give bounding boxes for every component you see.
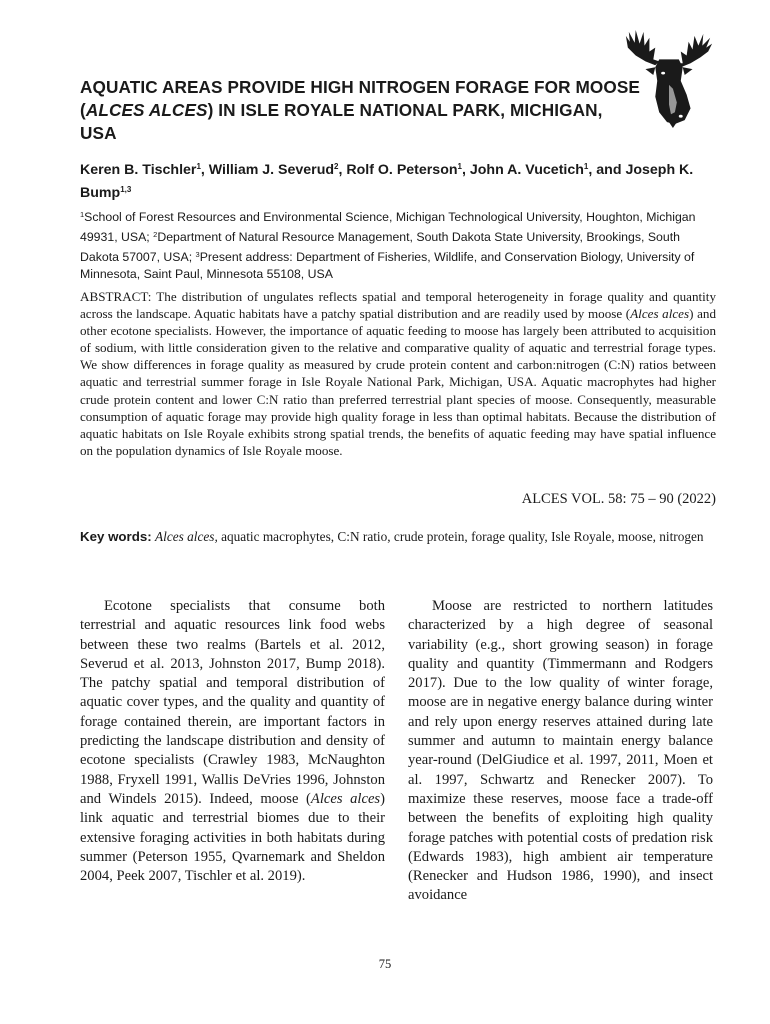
author-list: Keren B. Tischler$^1$, William J. Severud$^2$, Rolf O. Peterson$^1$, John A. Vucetich$^1$, and Joseph K. Bump$^{1,3}$: [80, 162, 694, 201]
author-affil-mark: 1: [196, 162, 201, 171]
author-name: Rolf O. Peterson: [346, 162, 458, 178]
author-affil-mark: 2: [334, 162, 339, 171]
author-name: John A. Vucetich: [469, 162, 584, 178]
author-name: Keren B. Tischler: [80, 162, 197, 178]
author-affil-mark: 1: [583, 162, 589, 171]
abstract-label: ABSTRACT:: [80, 289, 152, 304]
page-number: 75: [378, 957, 392, 971]
affiliation-text: Department of Natural Resource Management, South Dakota State University, Brookings, South Dakota 57007, USA;: [80, 230, 680, 264]
abstract: ABSTRACT: The distribution of ungulates reflects spatial and temporal heterogeneity in forage quality and quantity across the landscape. Aquatic habitats have a patchy spatial distribution and are readily used by moose (Alces alces) and other ecotone specialists. However, the importance of aquatic feeding to moose has largely been attributed to acquisition of sodium, with little consideration given to the relative and comparative quality of aquatic and terrestrial forage types. We show differences in forage quality as measured by crude protein content and carbon:nitrogen (C:N) ratios between aquatic and terrestrial summer forage in Isle Royale National Park, Michigan, USA. Aquatic macrophytes had higher crude protein content and lower C:N ratio than preferred terrestrial plant species of moose. Consequently, measurable consumption of aquatic forage may provide high quality forage in less than optimal habitats. Because the distribution of aquatic habitats on Isle Royale exhibits strong spatial trends, the benefits of aquatic feeding may have spatial influence on the population dynamics of Isle Royale moose.: [80, 289, 716, 458]
journal-citation: ALCES VOL. 58: 75 – 90 (2022): [521, 491, 716, 507]
affiliation-text: Present address: Department of Fisheries, Wildlife, and Conservation Biology, University of Minnesota, Saint Paul, Minnesota 55108, USA: [80, 250, 695, 281]
keywords-label: Key words:: [80, 529, 152, 544]
author-affil-mark: 1: [457, 162, 462, 171]
affiliations: $^1$School of Forest Resources and Environmental Science, Michigan Technological University, Houghton, Michigan 49931, USA; $^2$Department of Natural Resource Management, South Dakota State University, Brookings, South Dakota 57007, USA; $^3$Present address: Department of Fisheries, Wildlife, and Conservation Biology, University of Minnesota, Saint Paul, Minnesota 55108, USA: [80, 210, 696, 281]
author-affil-mark: 1,3: [120, 185, 132, 194]
body-column-right: Moose are restricted to northern latitudes characterized by a high degree of seasonal variability (e.g., short growing season) in forage quality and quantity (Timmermann and Rodgers 2017). Due to the low quality of winter forage, moose are in negative energy balance during winter and rely upon energy reserves attained during late summer and autumn to maintain energy balance year-round (DelGiudice et al. 1997, 2011, Moen et al. 1997, Schwartz and Renecker 2007). To maximize these reserves, moose face a trade-off between the benefits of exploiting high quality forage patches with potential costs of predation risk (Edwards 1983), high ambient air temperature (Renecker and Hudson 1986, 1990), and insect avoidance: [408, 598, 713, 904]
body-column-left: Ecotone specialists that consume both terrestrial and aquatic resources link food webs between these two realms (Bartels et al. 2012, Severud et al. 2013, Johnston 2017, Bump 2018). The patchy spatial and temporal distribution of aquatic cover types, and the quality and quantity of forage contained therein, are important factors in predicting the landscape distribution and density of ecotone specialists (Crawley 1983, McNaughton 1988, Fryxell 1991, Wallis DeVries 1996, Johnston and Windels 2015). Indeed, moose (Alces alces) link aquatic and terrestrial biomes due to their extensive foraging activities in both habitats during summer (Peterson 1955, Qvarnemark and Sheldon 2004, Peek 2007, Tischler et al. 2019).: [80, 598, 385, 885]
author-name: Joseph K. Bump: [80, 162, 694, 201]
author-name: William J. Severud: [208, 162, 335, 178]
keywords: Key words: Alces alces, aquatic macrophytes, C:N ratio, crude protein, forage quality, Isle Royale, moose, nitrogen: [80, 529, 704, 544]
paper-title: AQUATIC AREAS PROVIDE HIGH NITROGEN FORAGE FOR MOOSE (ALCES ALCES) IN ISLE ROYALE NATIONAL PARK, MICHIGAN, USA: [80, 77, 640, 143]
affiliation-text: School of Forest Resources and Environmental Science, Michigan Technological University, Houghton, Michigan 49931, USA;: [80, 210, 696, 244]
